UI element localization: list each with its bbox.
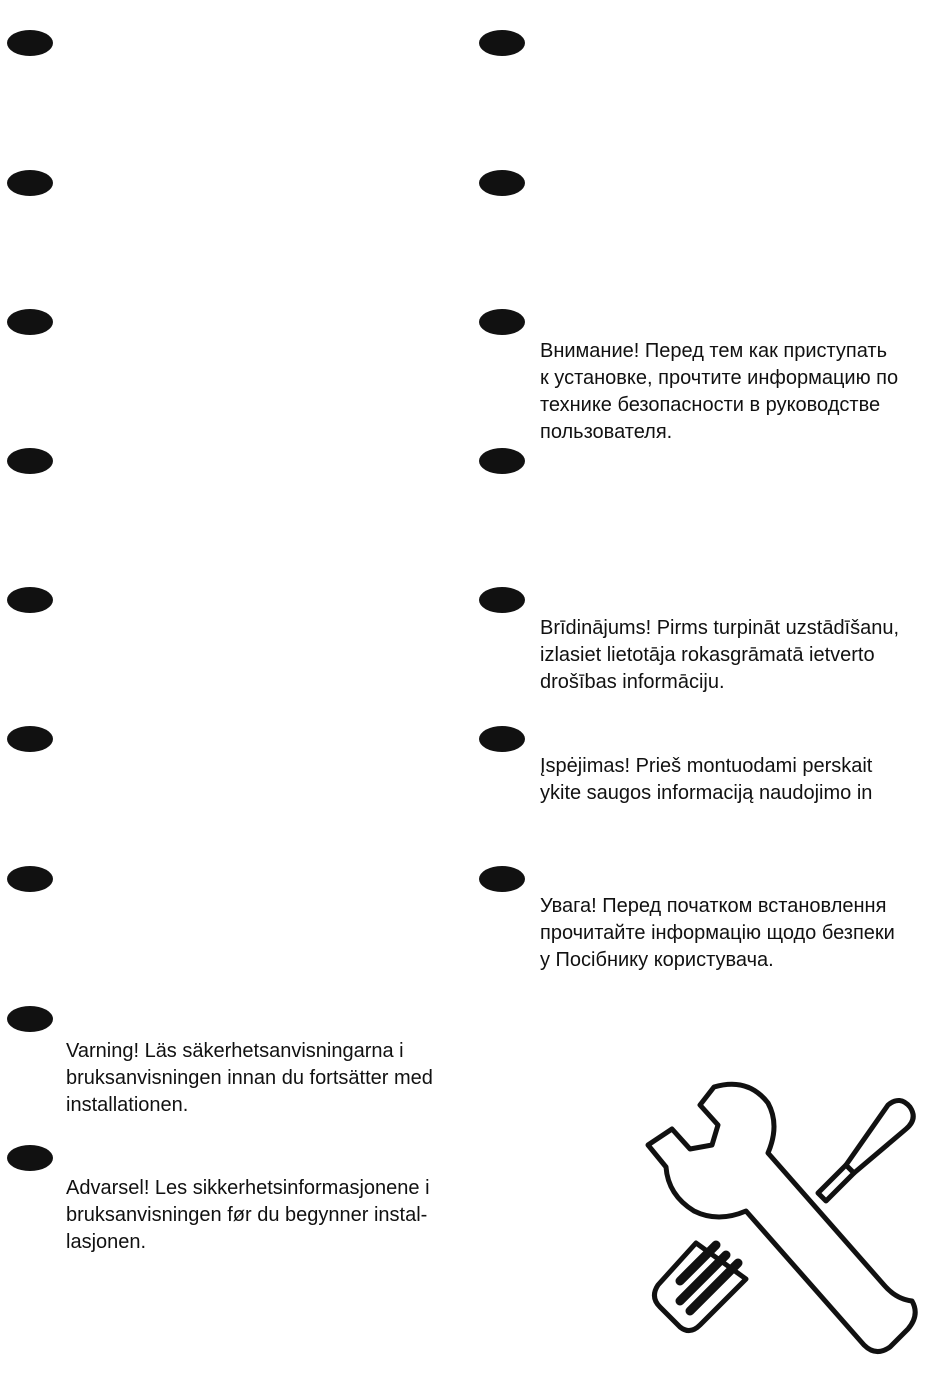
safety-notice-lt [540, 753, 940, 807]
notice-line: lasjonen. [66, 1231, 147, 1253]
language-badge [7, 1145, 53, 1171]
safety-notice-lv [540, 615, 940, 696]
language-badge [7, 30, 53, 56]
safety-notice-sv [66, 1038, 462, 1119]
notice-line: Внимание! Перед тем как приступать [540, 340, 888, 362]
notice-line: Увага! Перед початком встановлення [540, 895, 887, 917]
notice-line: технике безопасности в руководстве [540, 394, 881, 416]
language-badge [479, 30, 525, 56]
notice-line: пользователя. [540, 421, 673, 443]
language-badge [479, 170, 525, 196]
notice-line: Advarsel! Les sikkerhetsinformasjonene i [66, 1177, 430, 1199]
notice-line: izlasiet lietotāja rokasgrāmatā ietverto [540, 644, 875, 666]
notice-line: Įspėjimas! Prieš montuodami perskait [540, 755, 873, 777]
language-badge [479, 866, 525, 892]
language-badge [479, 587, 525, 613]
language-badge [479, 309, 525, 335]
notice-line: drošības informāciju. [540, 671, 725, 693]
language-badge [7, 170, 53, 196]
safety-notice-no [66, 1175, 462, 1256]
notice-line: ykite saugos informaciją naudojimo in [540, 782, 873, 804]
language-badge [7, 866, 53, 892]
language-badge [7, 1006, 53, 1032]
language-badge [479, 448, 525, 474]
language-badge [7, 309, 53, 335]
wrench-screwdriver-icon [628, 1075, 928, 1365]
notice-line: Varning! Läs säkerhetsanvisningarna i [66, 1040, 404, 1062]
language-badge [479, 726, 525, 752]
language-badge [7, 587, 53, 613]
notice-line: у Посібнику користувача. [540, 949, 774, 971]
language-badge [7, 726, 53, 752]
notice-line: installationen. [66, 1094, 189, 1116]
notice-line: bruksanvisningen før du begynner instal- [66, 1204, 428, 1226]
notice-line: прочитайте інформацію щодо безпеки [540, 922, 895, 944]
notice-line: к установке, прочтите информацию по [540, 367, 899, 389]
notice-line: Brīdinājums! Pirms turpināt uzstādīšanu, [540, 617, 900, 639]
safety-notice-ru [540, 338, 940, 446]
notice-line: bruksanvisningen innan du fortsätter med [66, 1067, 433, 1089]
safety-notice-uk [540, 893, 940, 974]
language-badge [7, 448, 53, 474]
